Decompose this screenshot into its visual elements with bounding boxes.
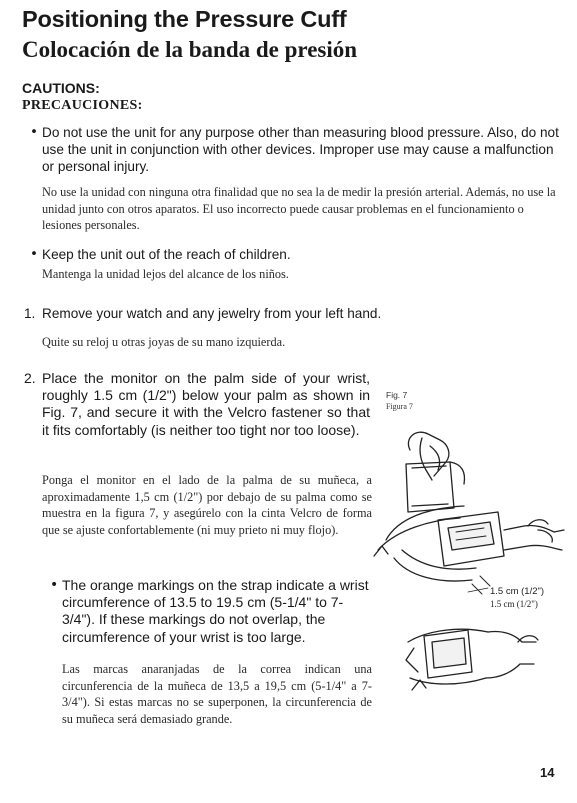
bullet-icon: •	[30, 124, 39, 140]
step-text-spanish: Quite su reloj u otras joyas de su mano izquierda.	[42, 335, 286, 349]
sub-bullet-text-spanish: Las marcas anaranjadas de la correa indican una circunferencia de la muñeca de 13,5 a 19,5 cm (5-1/4" a 7-3/4"). Si estas marcas no se superponen, la circunferencia de su muñeca será demasiado grande.	[62, 662, 372, 726]
cautions-heading: CAUTIONS:	[22, 80, 100, 96]
wrist-cuff-illustration	[368, 380, 568, 740]
figure-label: Fig. 7	[386, 390, 408, 400]
caution-text: Keep the unit out of the reach of children.	[42, 247, 291, 262]
step-item	[24, 305, 562, 322]
caution-item	[30, 246, 562, 263]
page-title: Positioning the Pressure Cuff	[22, 6, 347, 32]
bullet-icon: •	[30, 246, 39, 262]
measurement-label-spanish: 1.5 cm (1/2")	[490, 599, 538, 609]
step-number: 2.	[24, 370, 36, 386]
page-number: 14	[540, 765, 555, 780]
step-number: 1.	[24, 306, 36, 321]
measurement-label: 1.5 cm (1/2")	[490, 586, 545, 597]
figure-7	[368, 380, 568, 740]
sub-bullet-text: The orange markings on the strap indicate a wrist circumference of 13.5 to 19.5 cm (5-1/4" to 7-3/4"). If these markings do not overlap, the circumference of your wrist is too large.	[62, 577, 369, 645]
caution-text-spanish: Mantenga la unidad lejos del alcance de los niños.	[42, 267, 289, 281]
caution-text: Do not use the unit for any purpose other than measuring blood pressure. Also, do not use the unit in conjunction with other devices. Improper use may cause a malfunction or personal injury.	[42, 125, 559, 174]
caution-item	[30, 124, 562, 175]
page-title-spanish: Colocación de la banda de presión	[22, 37, 358, 62]
step-text: Remove your watch and any jewelry from your left hand.	[42, 306, 382, 321]
caution-text-spanish: No use la unidad con ninguna otra finalidad que no sea la de medir la presión arterial. Además, no use la unidad junto con otros aparatos. El uso incorrecto puede causar problemas en el funcionamiento o lesiones personales.	[42, 185, 556, 232]
cautions-heading-spanish: PRECAUCIONES:	[22, 98, 143, 113]
step-text: Place the monitor on the palm side of your wrist, roughly 1.5 cm (1/2") below your palm as shown in Fig. 7, and secure it with the Velcro fastener so that it fits comfortably (is neither too tight nor too loose).	[42, 370, 370, 438]
step-text-spanish: Ponga el monitor en el lado de la palma de su muñeca, a aproximadamente 1,5 cm (1/2") por debajo de su palma como se muestra en la figura 7, y asegúrelo con la cinta Velcro de forma que se ajuste confortablemente (ni muy prieto ni muy flojo).	[42, 473, 372, 537]
figure-label-spanish: Figura 7	[386, 402, 413, 411]
step-item	[24, 370, 370, 439]
bullet-icon: •	[50, 577, 59, 593]
sub-bullet-item	[50, 577, 372, 646]
